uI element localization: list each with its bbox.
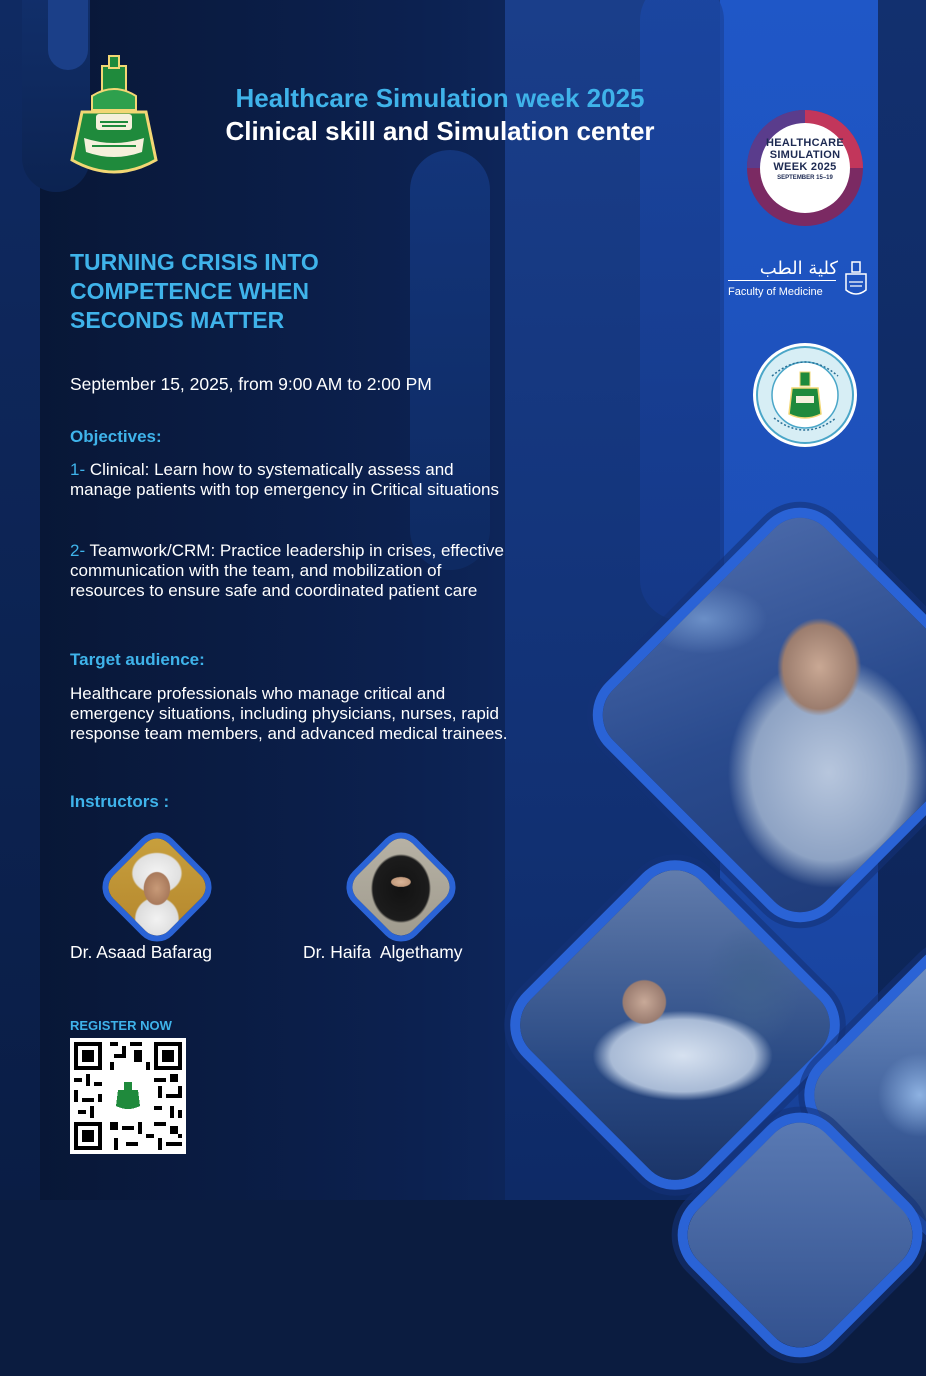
headline: TURNING CRISIS INTO COMPETENCE WHEN SECONDS MATTER [70,249,319,333]
event-schedule: September 15, 2025, from 9:00 AM to 2:00 PM [70,374,432,394]
hsw-line: HEALTHCARE [766,137,844,149]
simulation-center-seal-icon [752,342,858,448]
objectives-heading: Objectives: [70,427,162,446]
faculty-name-arabic: كلية الطب [759,258,838,279]
objective-number: 1- [70,460,86,479]
university-logo-icon [62,52,166,180]
hsw-dates: SEPTEMBER 15–19 [777,175,833,181]
decorative-pill [410,150,490,570]
instructor-name: Dr. Asaad Bafarag [70,942,213,962]
objective-number: 2- [70,541,86,560]
faculty-name-english: Faculty of Medicine [728,286,823,298]
event-title: Healthcare Simulation week 2025 [235,83,645,113]
center-title: Clinical skill and Simulation center [225,116,655,146]
faculty-divider [728,280,836,281]
objective-item [70,541,510,601]
objective-text: Clinical: Learn how to systematically assess and manage patients with top emergency in Critical situations [70,460,499,499]
hsw-badge-text [763,137,847,181]
instructors-heading: Instructors : [70,792,170,811]
register-now-label: REGISTER NOW [70,1018,172,1033]
faculty-logo [728,258,878,306]
target-audience-text: Healthcare professionals who manage critical and emergency situations, including physicians, nurses, rapid response team members, and advanced medical trainees. [70,684,508,743]
registration-qr-code-icon[interactable] [70,1038,186,1154]
objective-item [70,460,510,500]
faculty-crest-icon [842,260,870,298]
hsw-line: SIMULATION [769,149,841,161]
header [180,82,700,148]
objective-text: Teamwork/CRM: Practice leadership in crises, effective communication with the team, and mobilization of resources to ensure safe and coordinated patient care [70,541,504,600]
instructor-name: Dr. Haifa Algethamy [303,942,463,962]
hsw-line: WEEK 2025 [773,161,837,173]
target-audience-heading: Target audience: [70,650,205,669]
